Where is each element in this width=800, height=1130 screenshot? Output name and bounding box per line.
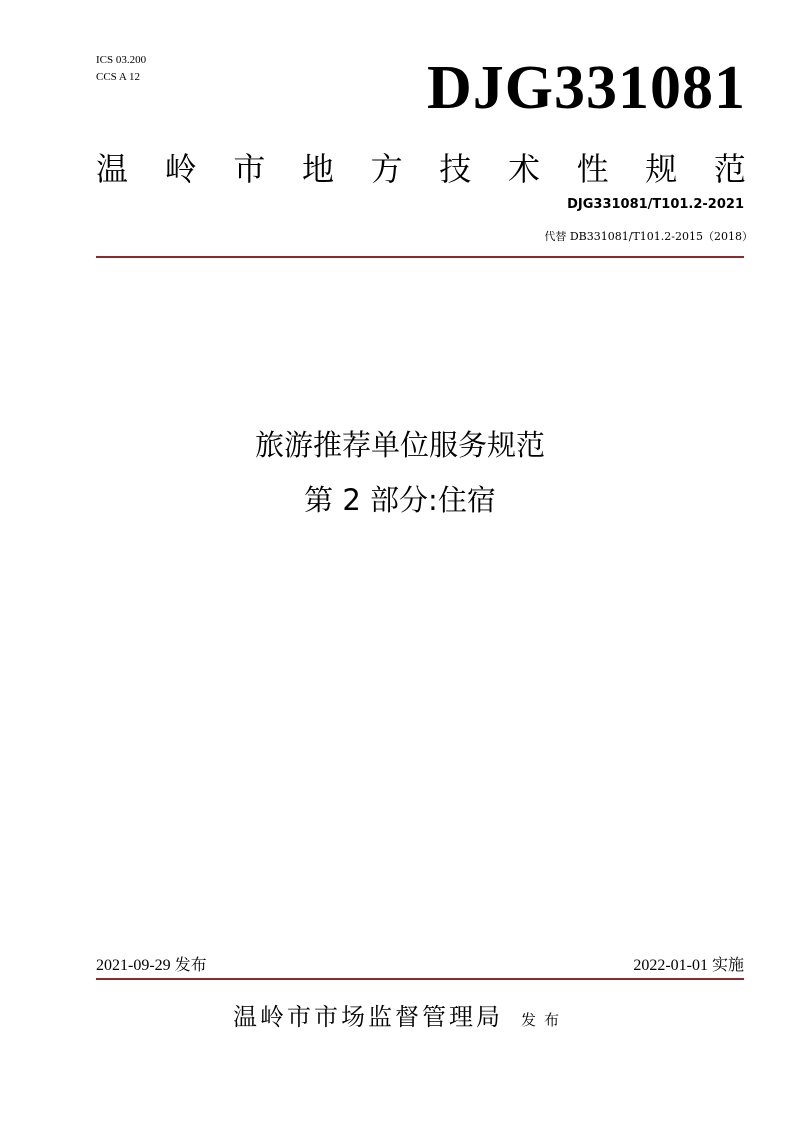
standard-type-char: 性 <box>576 150 609 188</box>
document-subtitle: 第 2 部分:住宿 <box>304 483 496 517</box>
standard-type-char: 地 <box>301 150 334 188</box>
implement-date: 2022-01-01 实施 <box>633 957 744 974</box>
publish-date: 2021-09-29 发布 <box>96 957 207 974</box>
standard-type-char: 范 <box>713 150 746 188</box>
standard-type-char: 方 <box>370 150 403 188</box>
standard-type <box>96 145 746 193</box>
issuer-suffix: 发布 <box>520 1011 567 1029</box>
standard-type-char: 规 <box>645 150 678 188</box>
standard-type-char: 术 <box>507 150 540 188</box>
issuer-name: 温岭市市场监督管理局 <box>232 1003 503 1031</box>
standard-type-char: 技 <box>439 150 472 188</box>
document-number: DJG331081/T101.2-2021 <box>567 197 744 212</box>
issuer <box>0 1000 800 1037</box>
standard-type-char: 市 <box>233 150 266 188</box>
header-divider <box>96 256 744 258</box>
classification-codes <box>96 52 146 86</box>
standard-type-char: 温 <box>96 150 129 188</box>
standard-type-char: 岭 <box>164 150 197 188</box>
standard-code: DJG331081 <box>427 54 746 122</box>
ics-code: ICS 03.200 <box>96 54 147 66</box>
replaces-note: 代替 DB331081/T101.2-2015（2018） <box>544 230 753 243</box>
ccs-code: CCS A 12 <box>96 71 141 83</box>
document-title: 旅游推荐单位服务规范 <box>254 428 545 462</box>
footer-divider <box>96 978 744 980</box>
